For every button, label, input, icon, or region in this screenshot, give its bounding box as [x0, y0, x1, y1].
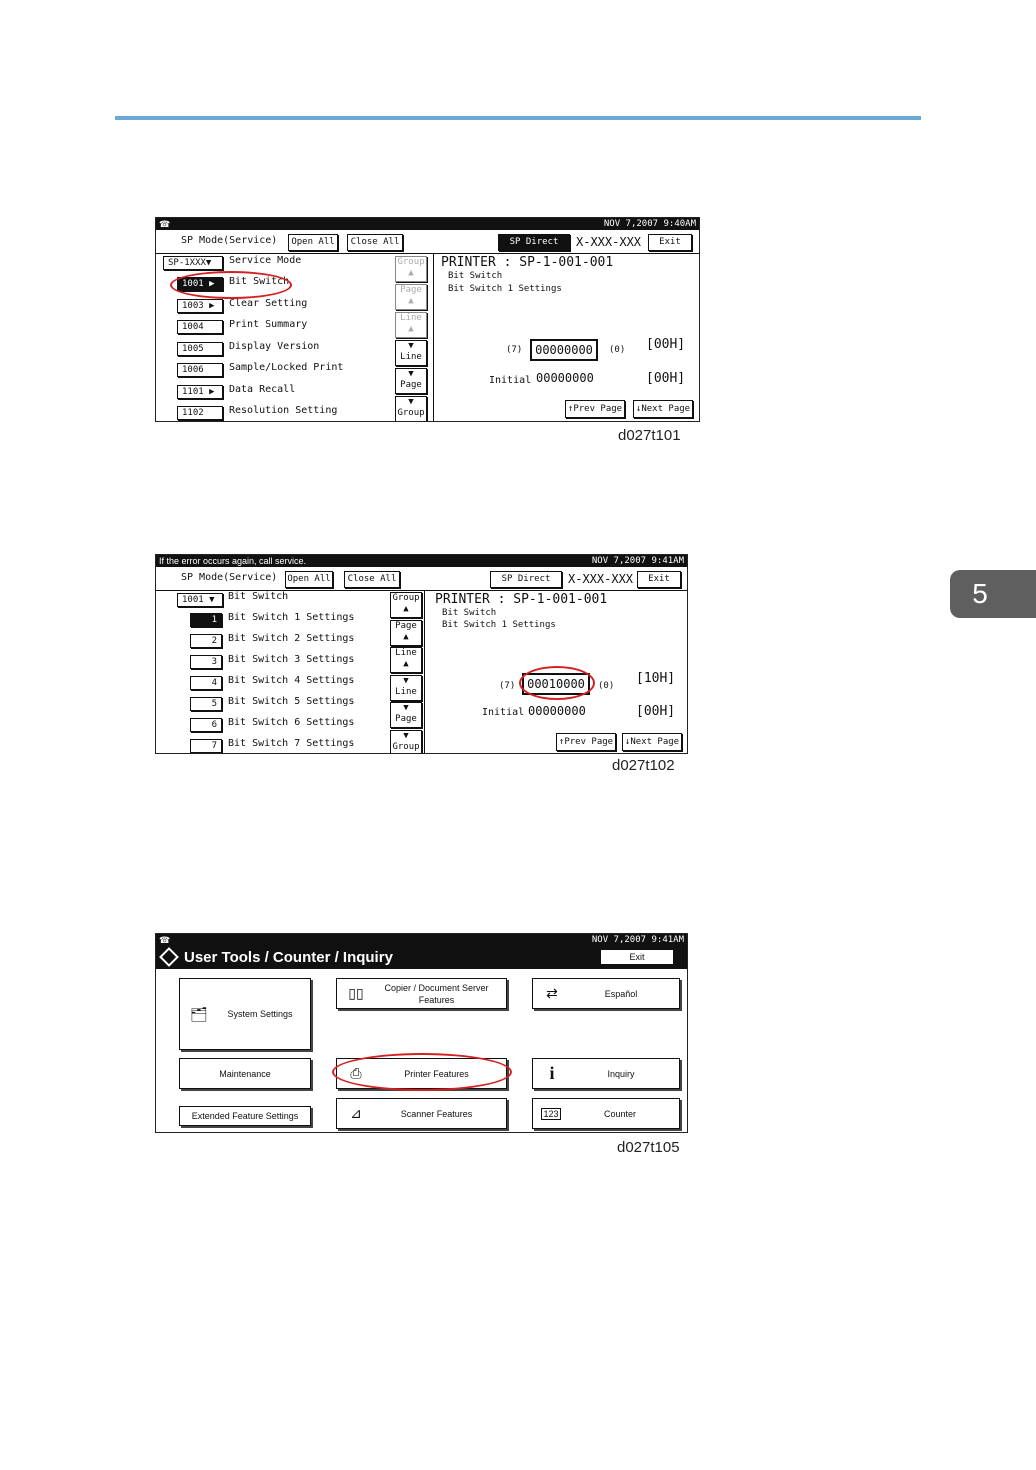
extended-feature-settings-button[interactable] [179, 1106, 311, 1126]
language-icon: ⇄ [546, 985, 558, 1001]
sp-item-label: Bit Switch [229, 276, 290, 287]
button-label: Español [604, 988, 638, 999]
sp-item-button[interactable]: 7 [190, 739, 222, 753]
nav-label: Page [400, 285, 422, 295]
datetime: NOV 7,2007 9:41AM [591, 556, 684, 566]
header-rule [115, 116, 921, 120]
datetime: NOV 7,2007 9:41AM [591, 935, 684, 945]
highlight-circle [519, 666, 595, 700]
sp-item-label: Bit Switch 5 Settings [228, 696, 355, 707]
header-label: Bit Switch [228, 591, 289, 602]
nav-up-line-button[interactable] [395, 312, 427, 338]
sp-direct-button[interactable]: SP Direct [498, 234, 570, 251]
button-label: Printer Features [404, 1068, 469, 1079]
sp-item-label: Sample/Locked Print [229, 362, 344, 373]
sp-item-button[interactable]: 1 [190, 613, 222, 627]
sub-label-1: Bit Switch [442, 608, 497, 618]
sp-item-label: Data Recall [229, 383, 296, 395]
inquiry-button[interactable] [532, 1058, 680, 1089]
sp-item-label: Display Version [229, 340, 320, 352]
sp-group-select[interactable]: SP-1XXX▼ [163, 256, 223, 270]
sp-item-button[interactable]: 5 [190, 697, 222, 711]
sp-item-button[interactable]: 1005 [177, 342, 223, 356]
arrow-down-icon: ▼ [408, 369, 414, 379]
sp-group-select[interactable]: 1001 ▼ [177, 593, 223, 607]
sp-item-button[interactable]: 1102 [177, 406, 223, 420]
exit-button[interactable]: Exit [599, 948, 675, 966]
sp-item-label: Resolution Setting [229, 405, 338, 416]
nav-label: Page [395, 714, 417, 724]
nav-label: Line [395, 686, 417, 697]
divider [156, 253, 699, 254]
scanner-features-button[interactable] [336, 1098, 507, 1129]
bit-value-field[interactable]: 00000000 [530, 339, 598, 361]
arrow-down-icon: ▼ [408, 397, 414, 407]
sp-item-label: Bit Switch 2 Settings [228, 633, 355, 644]
close-all-button[interactable]: Close All [344, 571, 400, 588]
sub-label-2: Bit Switch 1 Settings [442, 620, 556, 630]
sp-code-display: X-XXX-XXX [568, 572, 634, 586]
bit-high-label: (7) [499, 681, 516, 691]
bit-low-label: (0) [598, 681, 615, 691]
mode-label: SP Mode(Service) [181, 572, 278, 583]
copier-icon: ▯▯ [348, 985, 364, 1001]
header-label: Service Mode [229, 255, 302, 266]
system-settings-icon: 🗂 [190, 1005, 208, 1022]
prev-page-button[interactable]: ↑Prev Page [556, 733, 616, 751]
sp-item-label: Print Summary [229, 319, 308, 330]
sp-item-label: Bit Switch 6 Settings [228, 717, 355, 728]
close-all-button[interactable]: Close All [347, 234, 403, 251]
phone-icon: ☎ [159, 219, 171, 229]
open-all-button[interactable]: Open All [285, 571, 333, 588]
phone-icon: ☎ [159, 935, 171, 945]
nav-label: Group [392, 593, 420, 603]
initial-value: 00000000 [528, 704, 586, 718]
next-page-button[interactable]: ↓Next Page [633, 400, 693, 418]
arrow-up-icon: ▲ [403, 631, 409, 642]
user-tools-screen [155, 933, 688, 1133]
sp-code-display: X-XXX-XXX [576, 235, 642, 249]
datetime: NOV 7,2007 9:40AM [603, 219, 696, 229]
status-bar [156, 218, 699, 230]
nav-label: Page [400, 380, 422, 390]
status-message: If the error occurs again, call service. [159, 556, 307, 566]
button-label: Counter [603, 1108, 637, 1119]
copier-features-button[interactable] [336, 978, 507, 1009]
arrow-up-icon: ▲ [408, 324, 414, 334]
sp-item-button[interactable]: 1004 [177, 320, 223, 334]
bit-high-label: (7) [506, 345, 523, 355]
sp-direct-button[interactable]: SP Direct [490, 571, 562, 588]
sp-item-button[interactable]: 1101 ▶ [177, 385, 223, 399]
divider [424, 590, 425, 754]
sp-item-label: Bit Switch 3 Settings [228, 654, 355, 665]
initial-hex: [00H] [636, 704, 676, 719]
maintenance-button[interactable] [179, 1058, 311, 1089]
counter-icon: 123 [541, 1108, 561, 1120]
nav-label: Group [397, 408, 425, 418]
arrow-down-icon: ▼ [403, 675, 409, 686]
button-label: Extended Feature Settings [191, 1111, 299, 1121]
initial-hex: [00H] [646, 371, 686, 386]
sp-item-label: Bit Switch 7 Settings [228, 738, 355, 749]
arrow-down-icon: ▼ [403, 703, 409, 713]
nav-down-group-button[interactable] [395, 396, 427, 422]
nav-up-group-button[interactable] [390, 592, 422, 618]
printer-icon: ⎙ [350, 1065, 362, 1081]
arrow-up-icon: ▲ [403, 659, 409, 669]
sp-mode-screen-1 [155, 217, 700, 422]
initial-label: Initial [489, 375, 532, 386]
nav-up-page-button[interactable] [390, 620, 422, 646]
nav-label: Line [400, 352, 422, 362]
nav-down-line-button[interactable] [395, 340, 427, 366]
arrow-down-icon: ▼ [403, 730, 409, 741]
sp-item-button[interactable]: 3 [190, 655, 222, 669]
figure-caption: d027t102 [612, 757, 675, 774]
sp-item-button[interactable]: 1006 [177, 363, 223, 377]
arrow-up-icon: ▲ [408, 296, 414, 306]
printer-title: PRINTER : SP-1-001-001 [441, 255, 614, 270]
sp-item-label: Clear Setting [229, 297, 308, 309]
nav-label: Page [395, 620, 417, 631]
nav-label: Line [400, 313, 422, 323]
sp-item-button[interactable]: 6 [190, 718, 222, 732]
language-button[interactable] [532, 978, 680, 1009]
open-all-button[interactable]: Open All [288, 234, 338, 251]
nav-down-page-button[interactable] [390, 702, 422, 728]
sub-label-1: Bit Switch [448, 271, 503, 281]
nav-down-group-button[interactable] [390, 730, 422, 755]
value-hex: [00H] [646, 337, 686, 352]
initial-label: Initial [482, 707, 525, 718]
sp-item-button[interactable]: 1003 ▶ [177, 299, 223, 313]
button-label: Copier / Document Server Features [384, 982, 489, 1005]
nav-up-page-button[interactable] [395, 284, 427, 310]
system-settings-button[interactable] [179, 978, 311, 1050]
title-text: User Tools / Counter / Inquiry [184, 949, 393, 966]
arrow-up-icon: ▲ [408, 268, 414, 278]
nav-label: Group [392, 741, 420, 752]
exit-button[interactable]: Exit [648, 234, 692, 251]
button-label: Scanner Features [400, 1108, 473, 1119]
nav-up-group-button[interactable] [395, 256, 427, 282]
arrow-up-icon: ▲ [403, 604, 409, 614]
info-icon: i [549, 1063, 555, 1083]
sp-item-label: Bit Switch 4 Settings [228, 675, 355, 686]
counter-button[interactable] [532, 1098, 680, 1129]
sp-item-button[interactable]: 1001 ▶ [177, 277, 223, 291]
button-label: Inquiry [607, 1068, 635, 1079]
figure-caption: d027t101 [618, 427, 681, 444]
value-hex: [10H] [636, 671, 676, 686]
nav-down-page-button[interactable] [395, 368, 427, 394]
arrow-down-icon: ▼ [408, 341, 414, 351]
next-page-button[interactable]: ↓Next Page [622, 733, 682, 751]
status-bar [156, 555, 687, 567]
sub-label-2: Bit Switch 1 Settings [448, 284, 562, 294]
nav-label: Group [397, 257, 425, 267]
status-bar [156, 934, 687, 946]
initial-value: 00000000 [536, 371, 594, 385]
nav-label: Line [395, 648, 417, 658]
sp-item-label: Bit Switch 1 Settings [228, 612, 355, 623]
chapter-tab: 5 [950, 570, 1036, 618]
sp-item-button[interactable]: 4 [190, 676, 222, 690]
bit-value-field[interactable]: 00010000 [522, 673, 590, 695]
mode-label: SP Mode(Service) [181, 235, 278, 246]
button-label: Maintenance [219, 1068, 271, 1079]
scanner-icon: ⊿ [350, 1105, 362, 1121]
printer-title: PRINTER : SP-1-001-001 [435, 592, 608, 607]
sp-mode-screen-2 [155, 554, 688, 754]
prev-page-button[interactable]: ↑Prev Page [565, 400, 625, 418]
button-label: System Settings [227, 1009, 293, 1019]
bit-low-label: (0) [609, 345, 626, 355]
highlight-circle [332, 1053, 512, 1091]
divider [433, 253, 434, 422]
sp-item-button[interactable]: 2 [190, 634, 222, 648]
exit-button[interactable]: Exit [637, 571, 681, 588]
nav-down-line-button[interactable] [390, 675, 422, 701]
figure-caption: d027t105 [617, 1139, 680, 1156]
highlight-circle [170, 271, 292, 299]
nav-up-line-button[interactable] [390, 647, 422, 673]
